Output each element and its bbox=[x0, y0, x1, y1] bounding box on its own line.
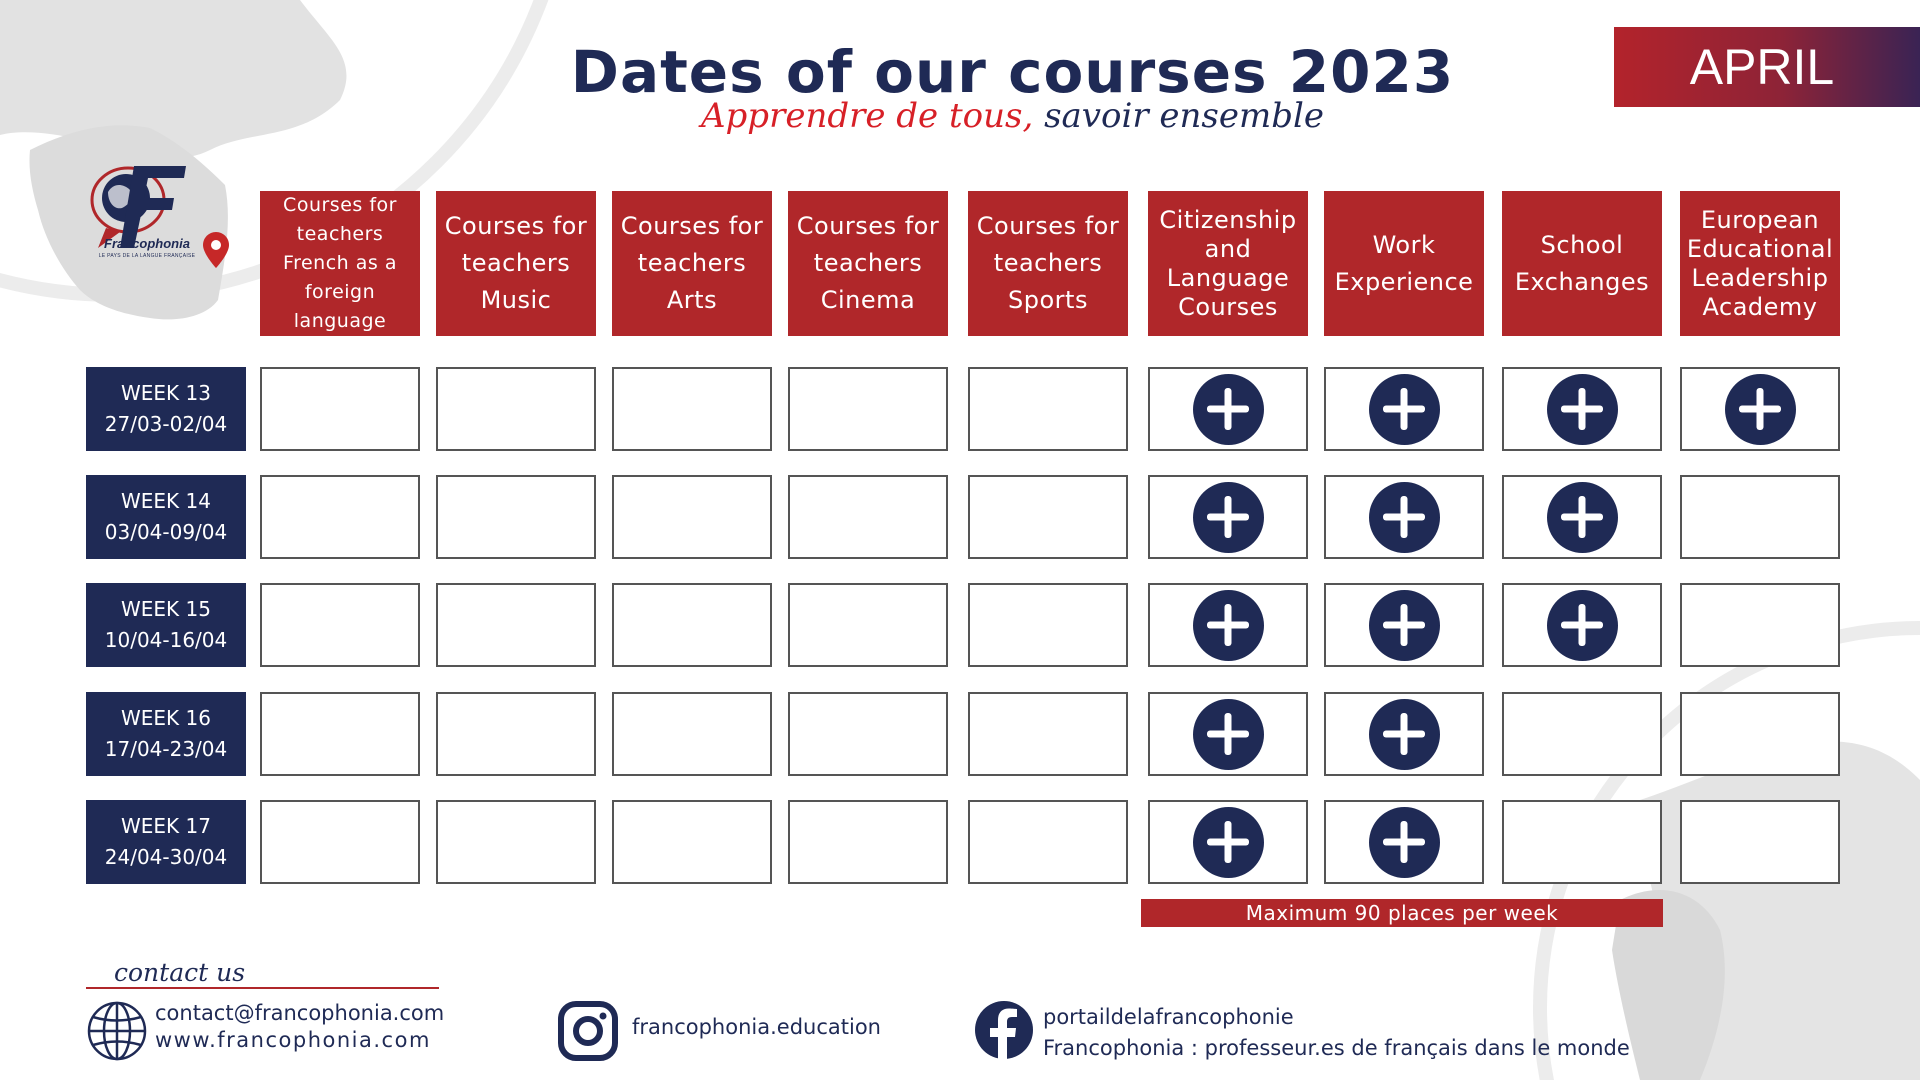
instagram-icon[interactable] bbox=[557, 1000, 619, 1062]
available-slot-cell[interactable] bbox=[1148, 475, 1308, 559]
facebook-page-link[interactable]: portaildelafrancophonie bbox=[1043, 1005, 1294, 1029]
empty-slot-cell bbox=[436, 475, 596, 559]
week-label bbox=[86, 367, 246, 451]
plus-icon[interactable] bbox=[1193, 482, 1264, 553]
capacity-note: Maximum 90 places per week bbox=[1141, 899, 1663, 927]
empty-slot-cell bbox=[260, 800, 420, 884]
subtitle-blue-part: savoir ensemble bbox=[1044, 96, 1324, 136]
empty-slot-cell bbox=[1502, 800, 1662, 884]
column-header: European Educational Leadership Academy bbox=[1680, 191, 1840, 336]
empty-slot-cell bbox=[788, 583, 948, 667]
logo-brand-name: Francophonia bbox=[104, 236, 190, 251]
empty-slot-cell bbox=[788, 475, 948, 559]
empty-slot-cell bbox=[436, 583, 596, 667]
available-slot-cell[interactable] bbox=[1148, 800, 1308, 884]
empty-slot-cell bbox=[1680, 800, 1840, 884]
empty-slot-cell bbox=[1502, 692, 1662, 776]
instagram-handle-link[interactable]: francophonia.education bbox=[632, 1015, 881, 1039]
column-header: Courses for teachers Music bbox=[436, 191, 596, 336]
column-header: Citizenship and Language Courses bbox=[1148, 191, 1308, 336]
logo-tagline: LE PAYS DE LA LANGUE FRANÇAISE bbox=[98, 253, 196, 259]
available-slot-cell[interactable] bbox=[1324, 692, 1484, 776]
globe-icon bbox=[86, 1000, 148, 1062]
plus-icon[interactable] bbox=[1193, 807, 1264, 878]
plus-icon[interactable] bbox=[1547, 374, 1618, 445]
empty-slot-cell bbox=[968, 475, 1128, 559]
empty-slot-cell bbox=[612, 583, 772, 667]
column-header: Courses for teachers French as a foreign language bbox=[260, 191, 420, 336]
available-slot-cell[interactable] bbox=[1148, 367, 1308, 451]
week-number: WEEK 16 bbox=[121, 706, 211, 730]
plus-icon[interactable] bbox=[1369, 374, 1440, 445]
available-slot-cell[interactable] bbox=[1324, 800, 1484, 884]
available-slot-cell[interactable] bbox=[1148, 692, 1308, 776]
week-number: WEEK 13 bbox=[121, 381, 211, 405]
empty-slot-cell bbox=[968, 692, 1128, 776]
plus-icon[interactable] bbox=[1369, 590, 1440, 661]
available-slot-cell[interactable] bbox=[1502, 583, 1662, 667]
empty-slot-cell bbox=[968, 800, 1128, 884]
month-tab: APRIL bbox=[1614, 27, 1920, 107]
week-dates: 10/04-16/04 bbox=[104, 628, 228, 652]
week-label bbox=[86, 475, 246, 559]
week-dates: 17/04-23/04 bbox=[104, 737, 228, 761]
empty-slot-cell bbox=[788, 800, 948, 884]
column-header: School Exchanges bbox=[1502, 191, 1662, 336]
week-label bbox=[86, 692, 246, 776]
facebook-icon[interactable] bbox=[974, 1000, 1034, 1060]
subtitle-red-part: Apprendre de tous, bbox=[700, 96, 1034, 136]
plus-icon[interactable] bbox=[1193, 374, 1264, 445]
plus-icon[interactable] bbox=[1193, 590, 1264, 661]
empty-slot-cell bbox=[1680, 475, 1840, 559]
empty-slot-cell bbox=[436, 800, 596, 884]
plus-icon[interactable] bbox=[1369, 482, 1440, 553]
week-dates: 03/04-09/04 bbox=[104, 520, 228, 544]
column-header: Work Experience bbox=[1324, 191, 1484, 336]
contact-heading: contact us bbox=[114, 958, 246, 987]
contact-email-link[interactable]: contact@francophonia.com bbox=[155, 1001, 445, 1025]
week-dates: 24/04-30/04 bbox=[104, 845, 228, 869]
empty-slot-cell bbox=[788, 367, 948, 451]
week-number: WEEK 17 bbox=[121, 814, 211, 838]
empty-slot-cell bbox=[612, 692, 772, 776]
available-slot-cell[interactable] bbox=[1324, 367, 1484, 451]
empty-slot-cell bbox=[612, 800, 772, 884]
available-slot-cell[interactable] bbox=[1502, 475, 1662, 559]
contact-divider bbox=[86, 987, 439, 989]
contact-website-link[interactable]: www.francophonia.com bbox=[155, 1028, 431, 1052]
column-header: Courses for teachers Sports bbox=[968, 191, 1128, 336]
plus-icon[interactable] bbox=[1369, 699, 1440, 770]
plus-icon[interactable] bbox=[1369, 807, 1440, 878]
week-number: WEEK 15 bbox=[121, 597, 211, 621]
page-title: Dates of our courses 2023 bbox=[570, 38, 1455, 106]
plus-icon[interactable] bbox=[1547, 482, 1618, 553]
location-pin-icon bbox=[203, 232, 229, 268]
available-slot-cell[interactable] bbox=[1680, 367, 1840, 451]
empty-slot-cell bbox=[1680, 692, 1840, 776]
column-header: Courses for teachers Cinema bbox=[788, 191, 948, 336]
empty-slot-cell bbox=[260, 367, 420, 451]
plus-icon[interactable] bbox=[1193, 699, 1264, 770]
available-slot-cell[interactable] bbox=[1324, 583, 1484, 667]
plus-icon[interactable] bbox=[1547, 590, 1618, 661]
available-slot-cell[interactable] bbox=[1324, 475, 1484, 559]
empty-slot-cell bbox=[260, 692, 420, 776]
empty-slot-cell bbox=[436, 367, 596, 451]
empty-slot-cell bbox=[260, 583, 420, 667]
empty-slot-cell bbox=[436, 692, 596, 776]
empty-slot-cell bbox=[260, 475, 420, 559]
empty-slot-cell bbox=[788, 692, 948, 776]
facebook-group-link[interactable]: Francophonia : professeur.es de français dans le monde bbox=[1043, 1036, 1630, 1060]
empty-slot-cell bbox=[1680, 583, 1840, 667]
week-label bbox=[86, 583, 246, 667]
plus-icon[interactable] bbox=[1725, 374, 1796, 445]
empty-slot-cell bbox=[612, 475, 772, 559]
week-dates: 27/03-02/04 bbox=[104, 412, 228, 436]
column-header: Courses for teachers Arts bbox=[612, 191, 772, 336]
empty-slot-cell bbox=[968, 367, 1128, 451]
week-number: WEEK 14 bbox=[121, 489, 211, 513]
week-label bbox=[86, 800, 246, 884]
available-slot-cell[interactable] bbox=[1502, 367, 1662, 451]
empty-slot-cell bbox=[968, 583, 1128, 667]
available-slot-cell[interactable] bbox=[1148, 583, 1308, 667]
empty-slot-cell bbox=[612, 367, 772, 451]
